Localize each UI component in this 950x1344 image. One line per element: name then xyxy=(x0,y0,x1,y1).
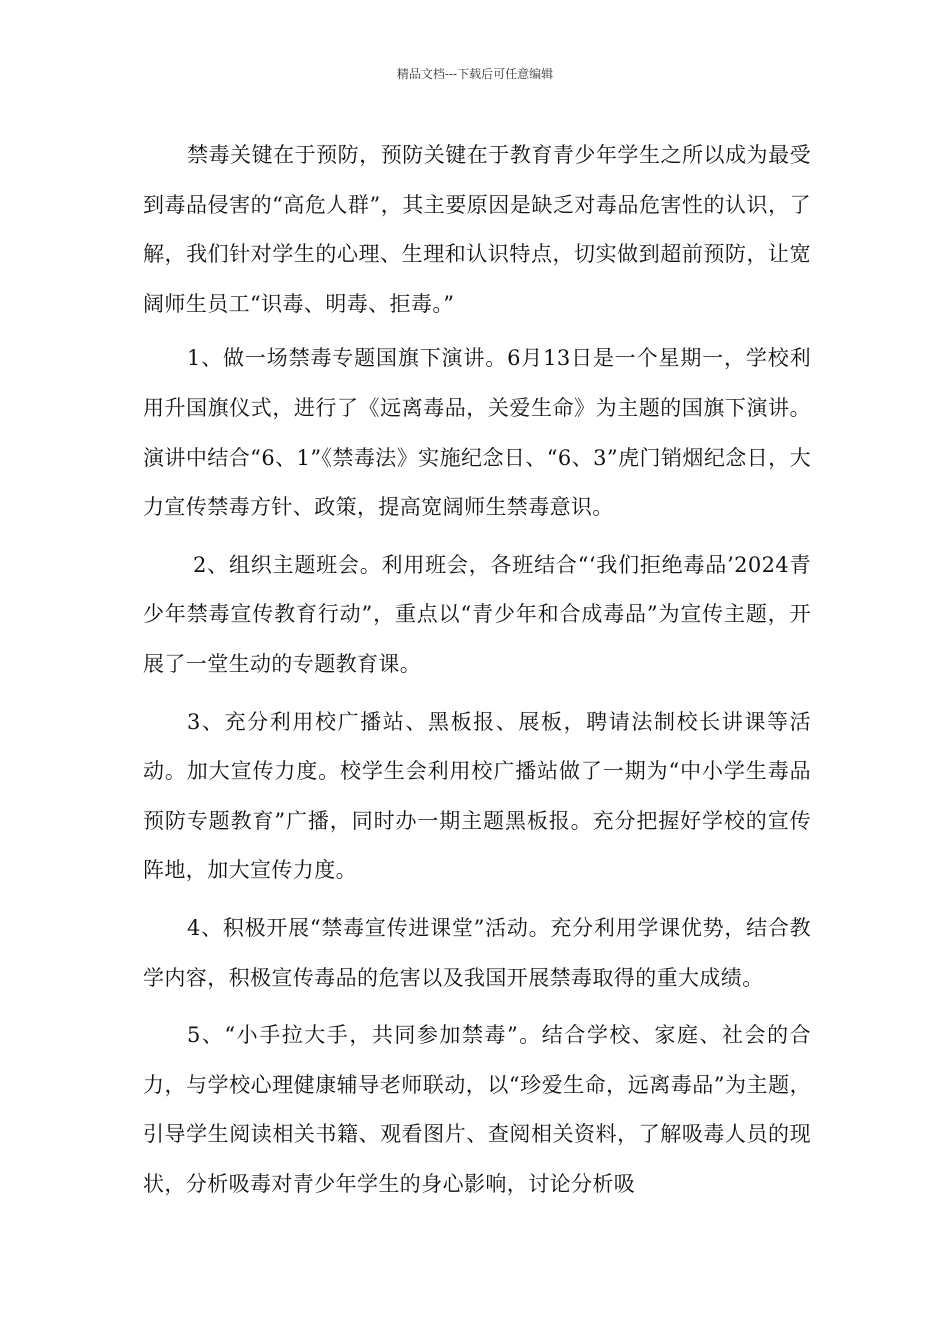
item-1-paragraph: 1、做一场禁毒专题国旗下演讲。6月13日是一个星期一，学校利用升国旗仪式，进行了《远离毒品，关爱生命》为主题的国旗下演讲。演讲中结合“6、1”《禁毒法》实施纪念日、“6、3”虎门销烟纪念日，大力宣传禁毒方针、政策，提高宽阔师生禁毒意识。 xyxy=(143,346,811,520)
document-body xyxy=(143,131,811,1217)
page-header: 精品文档---下载后可任意编辑 xyxy=(396,67,554,81)
item-5-paragraph: 5、“小手拉大手，共同参加禁毒”。结合学校、家庭、社会的合力，与学校心理健康辅导老师联动，以“珍爱生命，远离毒品”为主题，引导学生阅读相关书籍、观看图片、查阅相关资料，了解吸毒人员的现状，分析吸毒对青少年学生的身心影响，讨论分析吸 xyxy=(143,1023,811,1196)
intro-paragraph: 禁毒关键在于预防，预防关键在于教育青少年学生之所以成为最受到毒品侵害的“高危人群”，其主要原因是缺乏对毒品危害性的认识，了解，我们针对学生的心理、生理和认识特点，切实做到超前预防，让宽阔师生员工“识毒、明毒、拒毒。” xyxy=(143,143,811,316)
item-3-paragraph: 3、充分利用校广播站、黑板报、展板，聘请法制校长讲课等活动。加大宣传力度。校学生会利用校广播站做了一期为“中小学生毒品预防专题教育”广播，同时办一期主题黑板报。充分把握好学校的宣传阵地，加大宣传力度。 xyxy=(143,709,811,883)
item-4-paragraph: 4、积极开展“禁毒宣传进课堂”活动。充分利用学课优势，结合教学内容，积极宣传毒品的危害以及我国开展禁毒取得的重大成绩。 xyxy=(143,915,811,990)
item-2-paragraph: 2、组织主题班会。利用班会，各班结合“‘我们拒绝毒品’2024青少年禁毒宣传教育行动”，重点以“青少年和合成毒品”为宣传主题，开展了一堂生动的专题教育课。 xyxy=(143,552,811,676)
